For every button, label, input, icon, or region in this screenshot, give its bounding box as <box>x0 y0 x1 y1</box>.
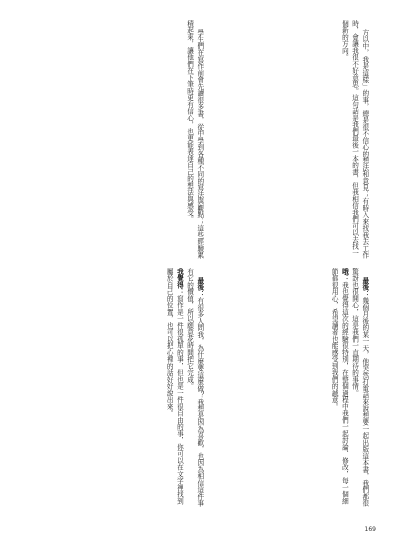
text-column-1 <box>220 20 380 260</box>
text-column-4 <box>20 268 215 508</box>
speaker-label: 哦： <box>340 268 349 282</box>
paragraph-text: 我也覺得這次的經驗很特別，在整個過程中我們一起討論、修改，每一個細節都很用心，希望讀者也能感受到我們的誠意。 <box>330 268 349 505</box>
speaker-label: 我覺得： <box>175 268 184 295</box>
text-column-3 <box>220 268 380 508</box>
paragraph-text: 寫作是一件很孤單的事，但也是一件很自由的事，你可以在文字裡找到屬於自己的位置，也可以把心裡的話好好說出來。 <box>165 268 184 505</box>
speaker-label: 最後： <box>195 276 204 298</box>
paragraph-text: 方以中，我是這樣」的事，總是很不信心的想法和意見；有時入來找我去工作時，會讓我很不好意思。這句話是我們最後一本的書，但我相信我們可以去找一個新的方向。 <box>340 20 369 259</box>
page-number: 169 <box>364 526 376 533</box>
text-column-2 <box>20 20 215 260</box>
paragraph-text: 有很多人問我，為什麼要這麼做？我想是因為喜歡，也因為相信這件事有它的價值，所以願意花時間把它完成。 <box>185 268 204 507</box>
paragraph-text: 幾個月後的某一天，他突然打電話來說想要一起出版這本書，我們都很驚訝也很開心，這是我們一直期待的事情。 <box>350 268 369 507</box>
speaker-label: 最後： <box>360 276 369 298</box>
paragraph-text: 學生們在寫作前會先讀很多書，從中學到各種不同的寫法與觀點；這些經驗累積起來，讓他們在下筆時更有信心，也更能表達自己的想法與感受。 <box>185 20 204 259</box>
